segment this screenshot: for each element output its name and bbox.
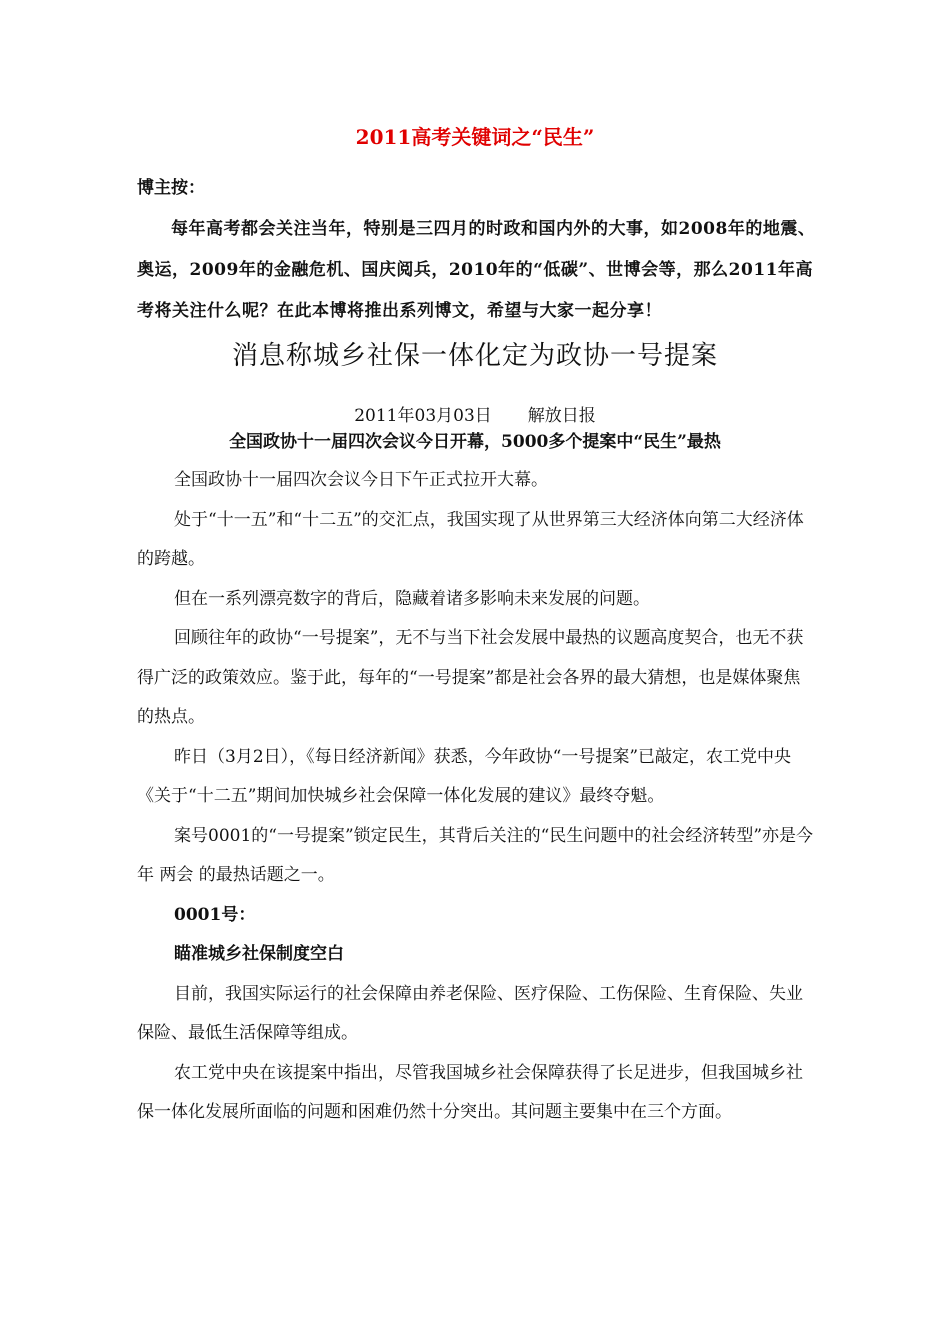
- blogger-note-heading: 博主按：: [137, 178, 205, 198]
- section-number: 0001号：: [174, 904, 256, 925]
- article-title: 消息称城乡社保一体化定为政协一号提案: [231, 341, 718, 371]
- paragraph: 但在一系列漂亮数字的背后，隐藏着诸多影响未来发展的问题。: [174, 588, 650, 609]
- article-source: 解放日报: [527, 406, 596, 426]
- paragraph: 农工党中央在该提案中指出，尽管我国城乡社会保障获得了长足进步，但我国城乡社保一体化发展所面临的问题和困难仍然十分突出。其问题主要集中在三个方面。: [137, 1062, 803, 1122]
- paragraph: 全国政协十一届四次会议今日下午正式拉开大幕。: [174, 470, 548, 490]
- section-heading: 瞄准城乡社保制度空白: [174, 944, 344, 964]
- blogger-note-body: 每年高考都会关注当年，特别是三四月的时政和国内外的大事，如2008年的地震、奥运，2009年的金融危机、国庆阅兵，2010年的“低碳”、世博会等，那么2011年高考将关注什么呢？在此本博将推出系列博文，希望与大家一起分享！: [137, 219, 816, 321]
- document-title: 2011高考关键词之“民生”: [355, 125, 595, 149]
- paragraph: 处于“十一五”和“十二五”的交汇点，我国实现了从世界第三大经济体向第二大经济体的跨越。: [137, 509, 804, 569]
- article-dateline: [0, 403, 950, 429]
- paragraph: 昨日（3月2日），《每日经济新闻》获悉，今年政协“一号提案”已敲定，农工党中央《关于“十二五”期间加快城乡社会保障一体化发展的建议》最终夺魁。: [137, 746, 792, 806]
- paragraph: 目前，我国实际运行的社会保障由养老保险、医疗保险、工伤保险、生育保险、失业保险、最低生活保障等组成。: [137, 983, 803, 1043]
- article-subtitle: 全国政协十一届四次会议今日开幕，5000多个提案中“民生”最热: [229, 432, 721, 452]
- article-date: 2011年03月03日: [354, 406, 492, 426]
- article-body: [137, 461, 817, 1133]
- paragraph: 案号0001的“一号提案”锁定民生，其背后关注的“民生问题中的社会经济转型”亦是今年 两会 的最热话题之一。: [137, 825, 814, 885]
- paragraph: 回顾往年的政协“一号提案”，无不与当下社会发展中最热的议题高度契合，也无不获得广泛的政策效应。鉴于此，每年的“一号提案”都是社会各界的最大猜想，也是媒体聚焦的热点。: [137, 628, 804, 727]
